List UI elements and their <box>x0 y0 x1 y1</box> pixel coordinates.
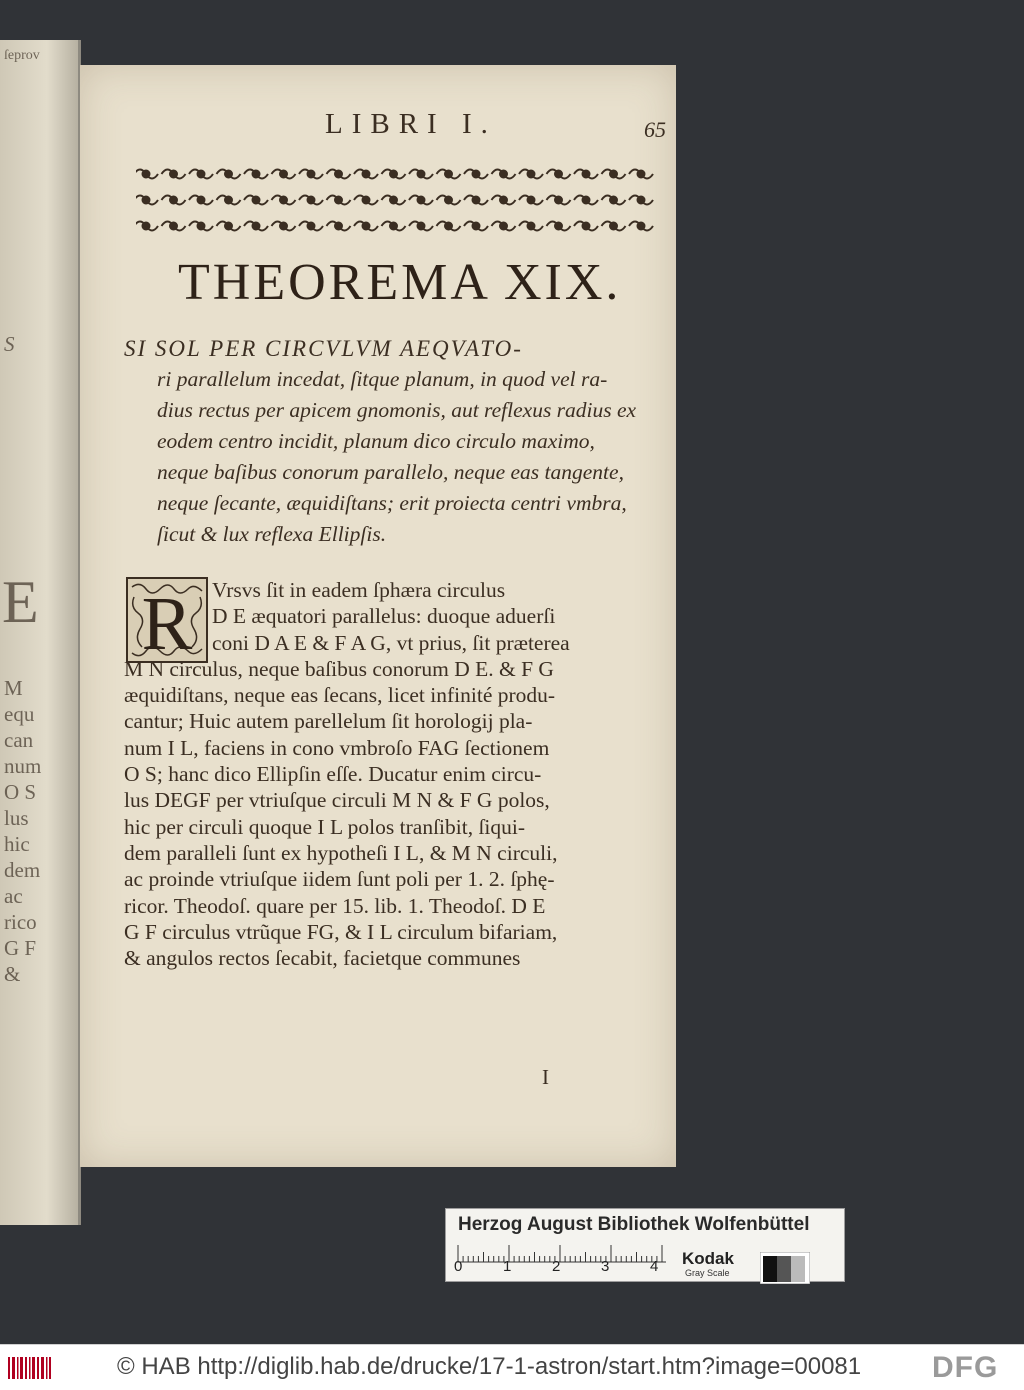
left-page-fragment: M <box>4 676 23 700</box>
body-line: num I L, faciens in cono vmbroſo FAG ſectionem <box>124 735 550 760</box>
enunciation-line: ri parallelum incedat, ſitque planum, in quod vel ra- <box>157 367 608 391</box>
theorem-title: THEOREMA XIX. <box>178 254 622 311</box>
catchword: I <box>542 1065 549 1089</box>
library-name: Herzog August Bibliothek Wolfenbüttel <box>458 1214 810 1235</box>
book-page <box>80 65 676 1167</box>
barcode-icon <box>8 1355 52 1381</box>
left-page-fragment: can <box>4 728 34 752</box>
left-page-edge <box>0 40 81 1225</box>
left-page-fragment: lus <box>4 806 29 830</box>
page-number: 65 <box>644 117 666 142</box>
enunciation-line: eodem centro incidit, planum dico circulo maximo, <box>157 429 595 453</box>
left-page-fragment: O S <box>4 780 37 804</box>
body-line: ricor. Theodoſ. quare per 15. lib. 1. Theodoſ. D E <box>124 893 546 918</box>
enunciation-line: SI SOL PER CIRCVLVM AEQVATO- <box>124 336 523 361</box>
dfg-logo: DFG <box>932 1351 999 1384</box>
grayscale-label: Gray Scale <box>685 1268 730 1278</box>
body-line: G F circulus vtrũque FG, & I L circulum bifariam, <box>124 919 558 944</box>
ornamental-headpiece <box>136 160 668 244</box>
left-page-fragment: ac <box>4 884 23 908</box>
body-line: lus DEGF per vtriuſque circuli M N & F G polos, <box>124 788 550 813</box>
body-line: Vrsvs ſit in eadem ſphæra circulus <box>212 578 506 602</box>
kodak-logo: Kodak <box>682 1249 734 1268</box>
body-line: & angulos rectos ſecabit, facietque communes <box>124 946 521 971</box>
left-page-fragment: ſeprov <box>4 48 40 63</box>
ruler-scale <box>456 1245 666 1263</box>
theorem-enunciation <box>124 333 664 550</box>
scale-number: 4 <box>650 1258 659 1275</box>
body-line: M N circulus, neque baſibus conorum D E. & F G <box>124 656 554 681</box>
running-head: LIBRI I. <box>325 108 497 140</box>
left-page-fragment: & <box>4 962 21 986</box>
viewer-footer <box>0 1344 1024 1390</box>
body-line: hic per circuli quoque I L polos tranſibit, ſiqui- <box>124 814 526 839</box>
left-page-fragment: hic <box>4 832 30 856</box>
copyright-link[interactable]: © HAB http://diglib.hab.de/drucke/17-1-astron/start.htm?image=00081 <box>117 1353 862 1380</box>
body-line: ac proinde vtriuſque iidem ſunt poli per 1. 2. ſphę- <box>124 867 555 892</box>
scale-number: 1 <box>503 1258 512 1275</box>
body-line: æquidiſtans, neque eas ſecans, licet infinité produ- <box>124 683 556 708</box>
scale-number: 0 <box>454 1258 463 1275</box>
body-line: O S; hanc dico Ellipſin eſſe. Ducatur enim circu- <box>124 762 542 787</box>
left-page-fragment: S <box>4 332 15 356</box>
scale-number: 2 <box>552 1258 561 1275</box>
enunciation-line: dius rectus per apicem gnomonis, aut reflexus radius ex <box>157 398 637 422</box>
left-page-fragment: G F <box>4 936 37 960</box>
library-color-card <box>445 1208 845 1282</box>
body-text <box>124 577 664 971</box>
enunciation-line: neque ſecante, æquidiſtans; erit proiecta centri vmbra, <box>157 491 627 515</box>
left-page-fragment: rico <box>4 910 37 934</box>
body-line: cantur; Huic autem parellelum ſit horologij pla- <box>124 709 533 734</box>
left-page-fragment: num <box>4 754 42 778</box>
initial-letter: R <box>141 582 193 663</box>
enunciation-line: neque baſibus conorum parallelo, neque eas tangente, <box>157 460 624 484</box>
grayscale-swatch <box>760 1252 810 1284</box>
left-page-fragment: E <box>2 569 39 635</box>
body-line: dem paralleli ſunt ex hypotheſi I L, & M N circuli, <box>124 840 558 865</box>
scale-number: 3 <box>601 1258 610 1275</box>
left-page-fragment: equ <box>4 702 35 726</box>
enunciation-line: ſicut & lux reflexa Ellipſis. <box>157 522 387 546</box>
body-line: D E æquatori parallelus: duoque aduerſi <box>212 604 556 629</box>
body-line: coni D A E & F A G, vt prius, ſit præterea <box>212 630 570 655</box>
left-page-fragment: dem <box>4 858 41 882</box>
